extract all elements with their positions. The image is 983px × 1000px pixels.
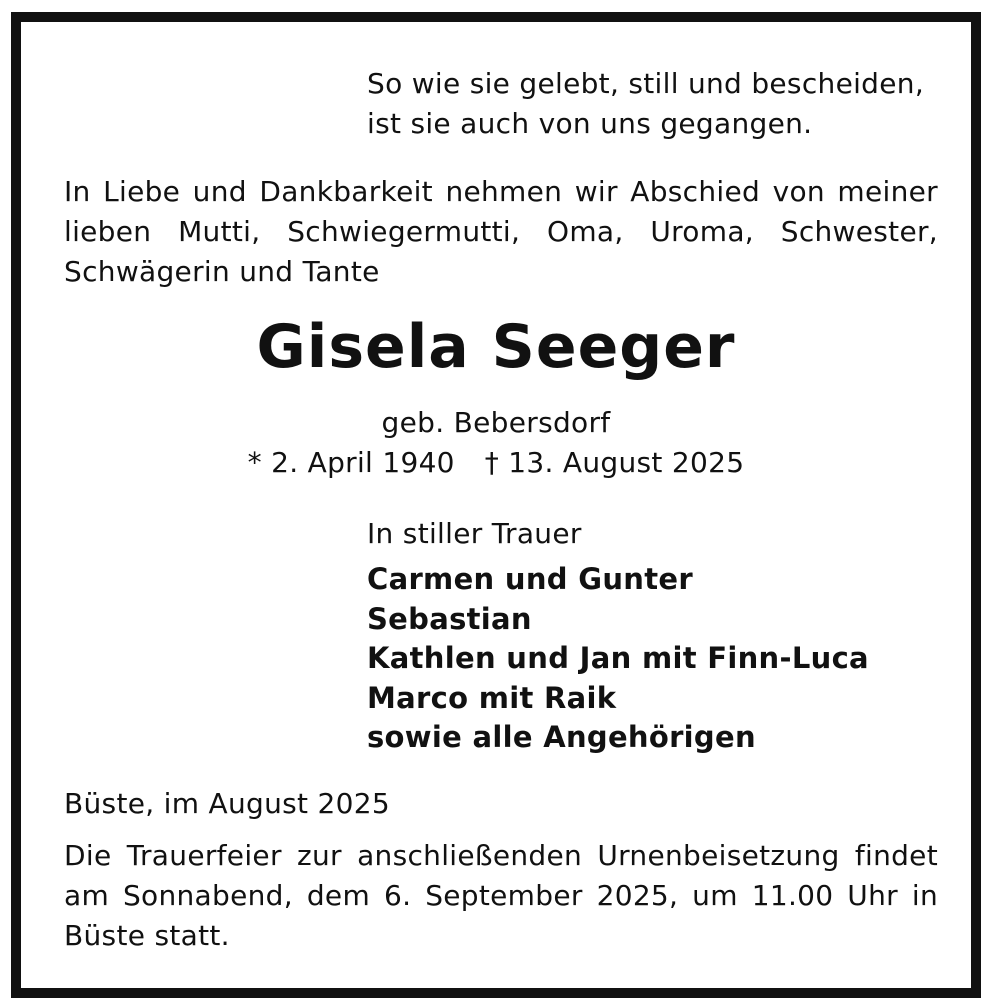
- intro-line: Schwägerin und Tante: [64, 255, 380, 288]
- mourner-name: sowie alle Angehörigen: [367, 720, 756, 754]
- intro-line: lieben Mutti, Schwiegermutti, Oma, Uroma, Schwester,: [64, 215, 938, 248]
- obituary-frame: [11, 12, 981, 998]
- opening-quote: [367, 64, 924, 144]
- mourner-name: Sebastian: [367, 601, 532, 636]
- mourners-list: [367, 560, 869, 758]
- service-line: Die Trauerfeier zur anschließenden Urnenbeisetzung findet: [64, 839, 938, 872]
- mourner-name: Kathlen und Jan mit Finn-Luca: [367, 641, 869, 675]
- obituary-content: [21, 22, 971, 988]
- service-line: am Sonnabend, dem 6. September 2025, um 11.00 Uhr in: [64, 879, 938, 912]
- birth-date: * 2. April 1940: [247, 446, 455, 479]
- service-notice: [64, 836, 938, 956]
- place-date: Büste, im August 2025: [64, 787, 390, 820]
- quote-line: ist sie auch von uns gegangen.: [367, 107, 813, 140]
- death-date: † 13. August 2025: [484, 446, 745, 479]
- quote-line: So wie sie gelebt, still und bescheiden,: [367, 67, 925, 100]
- mourner-name: Carmen und Gunter: [367, 562, 693, 596]
- mourning-heading: In stiller Trauer: [367, 517, 582, 550]
- deceased-name: Gisela Seeger: [256, 312, 736, 382]
- maiden-name: geb. Bebersdorf: [381, 406, 611, 439]
- service-line: Büste statt.: [64, 919, 230, 952]
- intro-paragraph: [64, 172, 938, 292]
- intro-line: In Liebe und Dankbarkeit nehmen wir Abschied von meiner: [64, 175, 938, 208]
- life-dates: [21, 446, 971, 479]
- mourner-name: Marco mit Raik: [367, 680, 617, 715]
